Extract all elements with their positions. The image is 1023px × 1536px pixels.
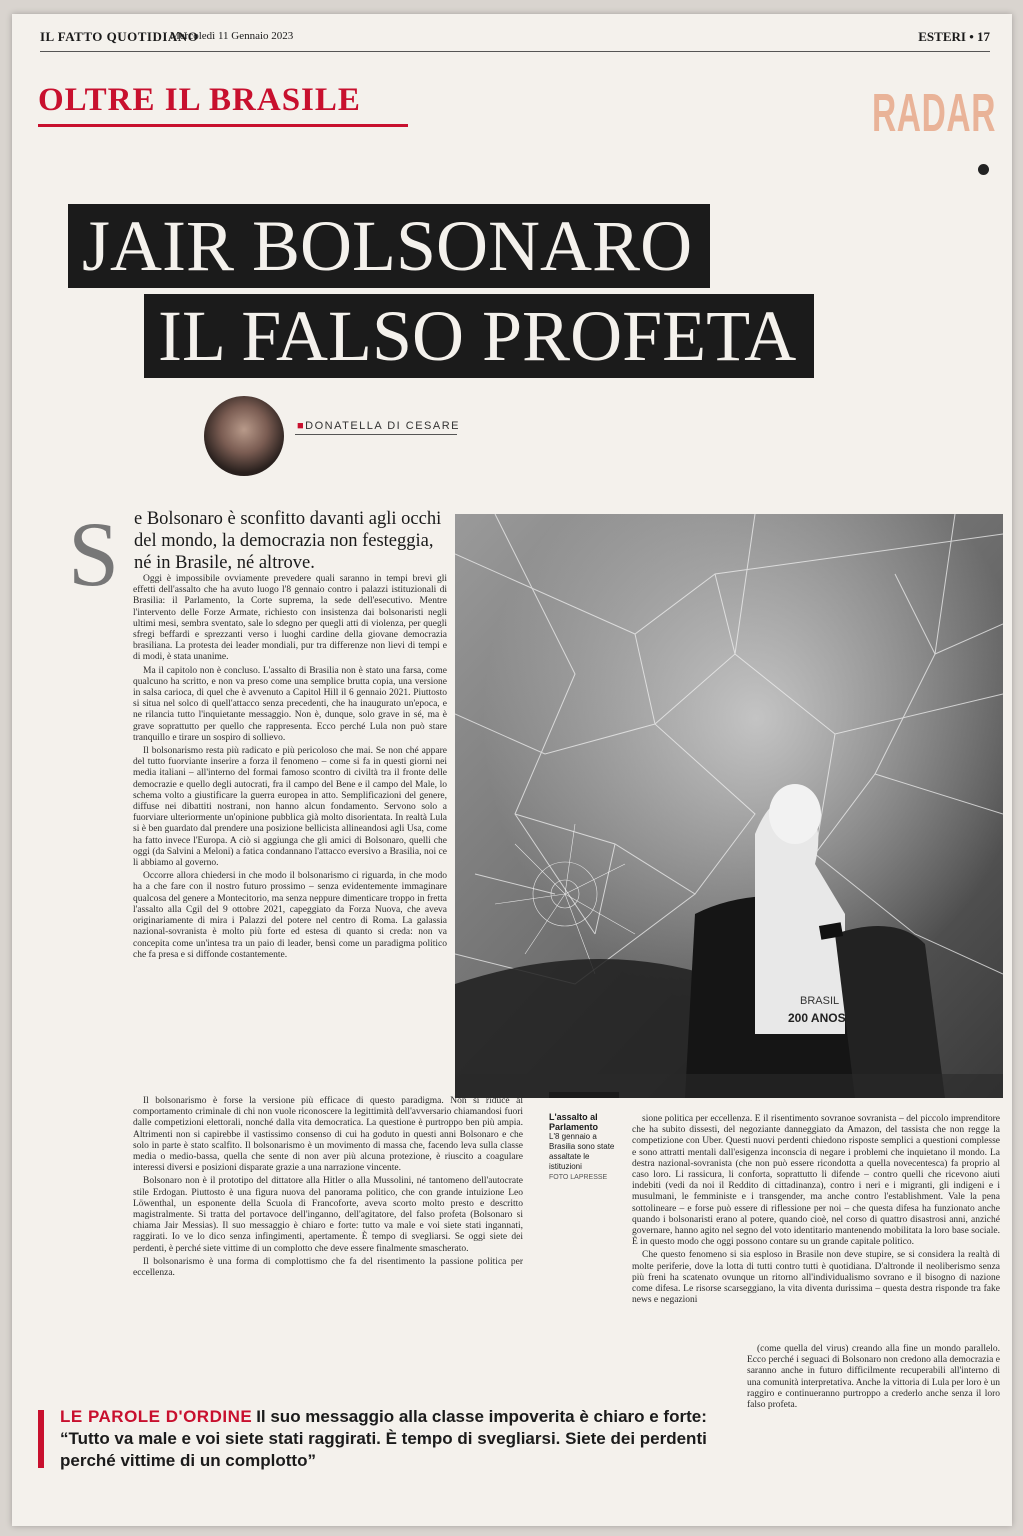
paragraph: Bolsonaro non è il prototipo del dittatore alla Hitler o alla Mussolini, né tantomeno dell'autocrate stile Erdogan. Piuttosto è una figura nuova del panorama politico, che con grande intuizione Leo Löwenthal, un esponente della Scuola di Francoforte, aveva scorto molto presto e descritto magistralmente. Si tratta del portavoce dell'inganno, dell'agitatore, del falso profeta (Bolsonaro si chiama Jair Messias). Il suo messaggio è chiaro e forte: tutto va male e voi siete stati ingannati, raggirati. Io ve lo dico senza infingimenti, apertamente. È tempo di svegliarsi. Se oggi siete dei perdenti, è perché siete vittime di un complotto che deve essere finalmente smascherato. bbox=[133, 1176, 523, 1254]
newspaper-name: IL FATTO QUOTIDIANO bbox=[40, 29, 199, 44]
paragraph: Che questo fenomeno si sia esploso in Brasile non deve stupire, se si considera la realtà di molte periferie, dove la lotta di tutti contro tutti è quotidiana. D'altronde il neoliberismo senza più freni ha scatenato ovunque un ritorno all'individualismo sovrano e il bisogno di nazione come difesa. Le risorse scarseggiano, la vita diventa durissima – questa destra risponde tra fake news e negazioni bbox=[632, 1250, 1000, 1306]
radar-label: RADAR bbox=[872, 83, 996, 143]
article-column-2 bbox=[632, 1114, 1000, 1344]
article-column-1-top bbox=[133, 574, 447, 1094]
paragraph: (come quella del virus) creando alla fine un mondo parallelo. Ecco perché i seguaci di Bolsonaro non credono alla democrazia e saranno anche in futuro difficilmente recuperabili all'interno di una comunità interpretativa. Anche la vittoria di Lula per loro è un raggiro e continueranno purtroppo a crederlo anche senza il loro falso profeta. bbox=[747, 1344, 1000, 1411]
caption-title: L'assalto al Parlamento bbox=[549, 1112, 599, 1132]
paragraph: Il bolsonarismo è forse la versione più efficace di questo paradigma. Non si riduce al comportamento criminale di chi non vuole riconoscere la legittimità dell'avversario chiamandosi fuori dalle competizioni elettorali, nonché dalla vita democratica. La questione è purtroppo ben più ampia. Altrimenti non si capirebbe il vastissimo consenso di cui ha goduto in questi anni Bolsonaro e che solo in parte è stato scalfito. Il bolsonarismo è un movimento di massa che, facendo leva sulla classe media o medio-bassa, quella che sente di non aver più alcuna protezione, è riuscito a coagulare interessi diversi e posizioni disparate grazie a una narrazione vincente. bbox=[133, 1096, 523, 1174]
byline-rule bbox=[295, 434, 457, 435]
paragraph: Oggi è impossibile ovviamente prevedere quali saranno in tempi brevi gli effetti dell'assalto che ha avuto luogo l'8 gennaio contro i palazzi istituzionali di Brasilia: il Parlamento, la Corte suprema, la sede dell'esecutivo. Mentre l'intervento delle Forze Armate, richiesto con insistenza dai bolsonaristi negli ultimi mesi, sembra sventato, sale lo sdegno per quegli atti di violenza, per quegli sfregi beffardi e sprezzanti verso i luoghi cardine della giovane democrazia brasiliana. La protesta dei leader mondiali, pur tra differenze non lievi di tempi e di modi, è stata unanime. bbox=[133, 574, 447, 663]
section-kicker: OLTRE IL BRASILE bbox=[38, 82, 361, 118]
headline-line-2: IL FALSO PROFETA bbox=[144, 294, 814, 378]
paragraph: Occorre allora chiedersi in che modo il bolsonarismo ci riguarda, in che modo ha a che fare con il nostro futuro prossimo – senza evidentemente immaginare qualcosa del genere a Montecitorio, ma senza neppure dimenticare troppo in fretta l'assalto alla Cgil del 9 ottobre 2021, capeggiato da Forza Nuova, che aveva originariamente di mira i Palazzi del potere nel centro di Roma. La galassia nazional-sovranista è molto più forte ed estesa di quanto si creda: non va concepita come un'intesa tra un paio di leader, bensì come un paradigma politico che fa presa e si diffonde costantemente. bbox=[133, 871, 447, 960]
article-photo bbox=[455, 514, 1003, 1098]
section-and-page: ESTERI • 17 bbox=[918, 29, 990, 44]
paragraph: Il bolsonarismo è una forma di complottismo che fa del risentimento la passione politica per eccellenza. bbox=[133, 1256, 523, 1279]
paragraph: Ma il capitolo non è concluso. L'assalto di Brasilia non è stato una farsa, come qualcuno ha scritto, e non va preso come una semplice brutta copia, una versione in salsa carioca, di quel che è avvenuto a Capitol Hill il 6 gennaio 2021. Piuttosto si situa nel solco di quell'attacco senza precedenti, che ha inaugurato un'epoca, e ne rilancia tutto l'inquietante messaggio. Non è, dunque, solo grave in sé, ma è grave soprattutto per quello che rappresenta. Ecco perché Lula non può stare tranquillo e tirare un sospiro di sollievo. bbox=[133, 665, 447, 743]
headline-line-1: JAIR BOLSONARO bbox=[68, 204, 710, 288]
newspaper-page bbox=[12, 14, 1012, 1526]
pull-quote-body: Il suo messaggio alla classe impoverita è chiaro e forte: “Tutto va male e voi siete stati raggirati. È tempo di svegliarsi. Siete dei perdenti perché vittime di un complotto” bbox=[60, 1407, 707, 1470]
issue-date: Mercoledì 11 Gennaio 2023 bbox=[170, 30, 294, 42]
author-name: DONATELLA DI CESARE bbox=[305, 420, 460, 432]
drop-cap: S bbox=[68, 503, 120, 605]
paragraph: Il bolsonarismo resta più radicato e più pericoloso che mai. Se non ché appare del tutto fuorviante inserire a forza il fenomeno – come si fa in questi giorni nei media italiani – all'interno del formai famoso scontro di civiltà tra il fronte delle democrazie e quello degli autocrati, fra il campo del Bene e il campo del Male, lo schema volto a giustificare la guerra europea in atto. Semplificazioni del genere, diffuse nei dibattiti nostrani, non hanno alcun fondamento. Servono solo a fuorviare ulteriormente un'opinione pubblica già molto disorientata. In realtà Lula si è ben guardato dal prendere una posizione bellicista allineandosi agli Usa, come ha fatto invece l'Europa. A ciò si aggiunga che gli amici di Bolsonaro, quelli che oggi (da Salvini a Meloni) a fatica condannano l'attacco eversivo a Brasilia, noi ce li abbiamo al governo. bbox=[133, 746, 447, 869]
photo-credit: FOTO LAPRESSE bbox=[549, 1174, 608, 1181]
radar-dot-icon bbox=[978, 164, 989, 175]
pull-quote-label: LE PAROLE D'ORDINE bbox=[60, 1407, 253, 1426]
caption-bar bbox=[549, 1092, 619, 1098]
author-avatar bbox=[204, 396, 284, 476]
byline: ■DONATELLA DI CESARE bbox=[297, 420, 460, 432]
masthead-divider bbox=[40, 51, 990, 52]
paragraph: sione politica per eccellenza. È il risentimento sovranoe sovranista – del piccolo imprenditore che ha subito dissesti, del negoziante danneggiato da Amazon, del tassista che non regge la competizione con Uber. Questi nuovi perdenti chiedono risposte semplici a questioni complesse e sono attratti mentali dall'esigenza inconscia di negare i problemi che inquietano il mondo. La destra nazional-sovranista (che non può essere ricondotta a quella novecentesca) fa proprio al caso loro. Li rassicura, li conforta, soprattutto li difende – contro quelli che ricevono aiuti indebiti (vedi da noi il Reddito di cittadinanza), contro i neri e i migranti, gli indigeni e i musulmani, le femministe e i transgender, ma anche contro l'establishment. Vale la pena sottolineare – e forse può essere di riflessione per noi – che questa difesa ha funzionato anche quando i bolsonaristi erano al potere, quando cioè, nel corso di quattro disastrosi anni, anziché governare, hanno agito nel segno del voto identitario mantenendo mobilitata la loro base sociale. È in questo modo che oggi possono contare su un grande capitale politico. bbox=[632, 1114, 1000, 1248]
lead-paragraph: e Bolsonaro è sconfitto davanti agli occhi del mondo, la democrazia non festeggia, né in Brasile, né altrove. bbox=[134, 509, 442, 573]
pull-quote-text bbox=[60, 1406, 720, 1472]
masthead bbox=[40, 29, 990, 49]
shirt-text-2: 200 ANOS! bbox=[788, 1011, 850, 1025]
photo-caption bbox=[549, 1112, 621, 1183]
article-column-2-end bbox=[747, 1344, 1000, 1504]
caption-text: L'8 gennaio a Brasilia sono state assaltate le istituzioni bbox=[549, 1132, 615, 1171]
article-column-1-bottom bbox=[133, 1096, 523, 1394]
kicker-underline bbox=[38, 124, 408, 127]
pull-quote-bar bbox=[38, 1410, 44, 1468]
shirt-text-1: BRASIL bbox=[800, 995, 840, 1007]
shattered-glass-photo bbox=[455, 514, 1003, 1098]
